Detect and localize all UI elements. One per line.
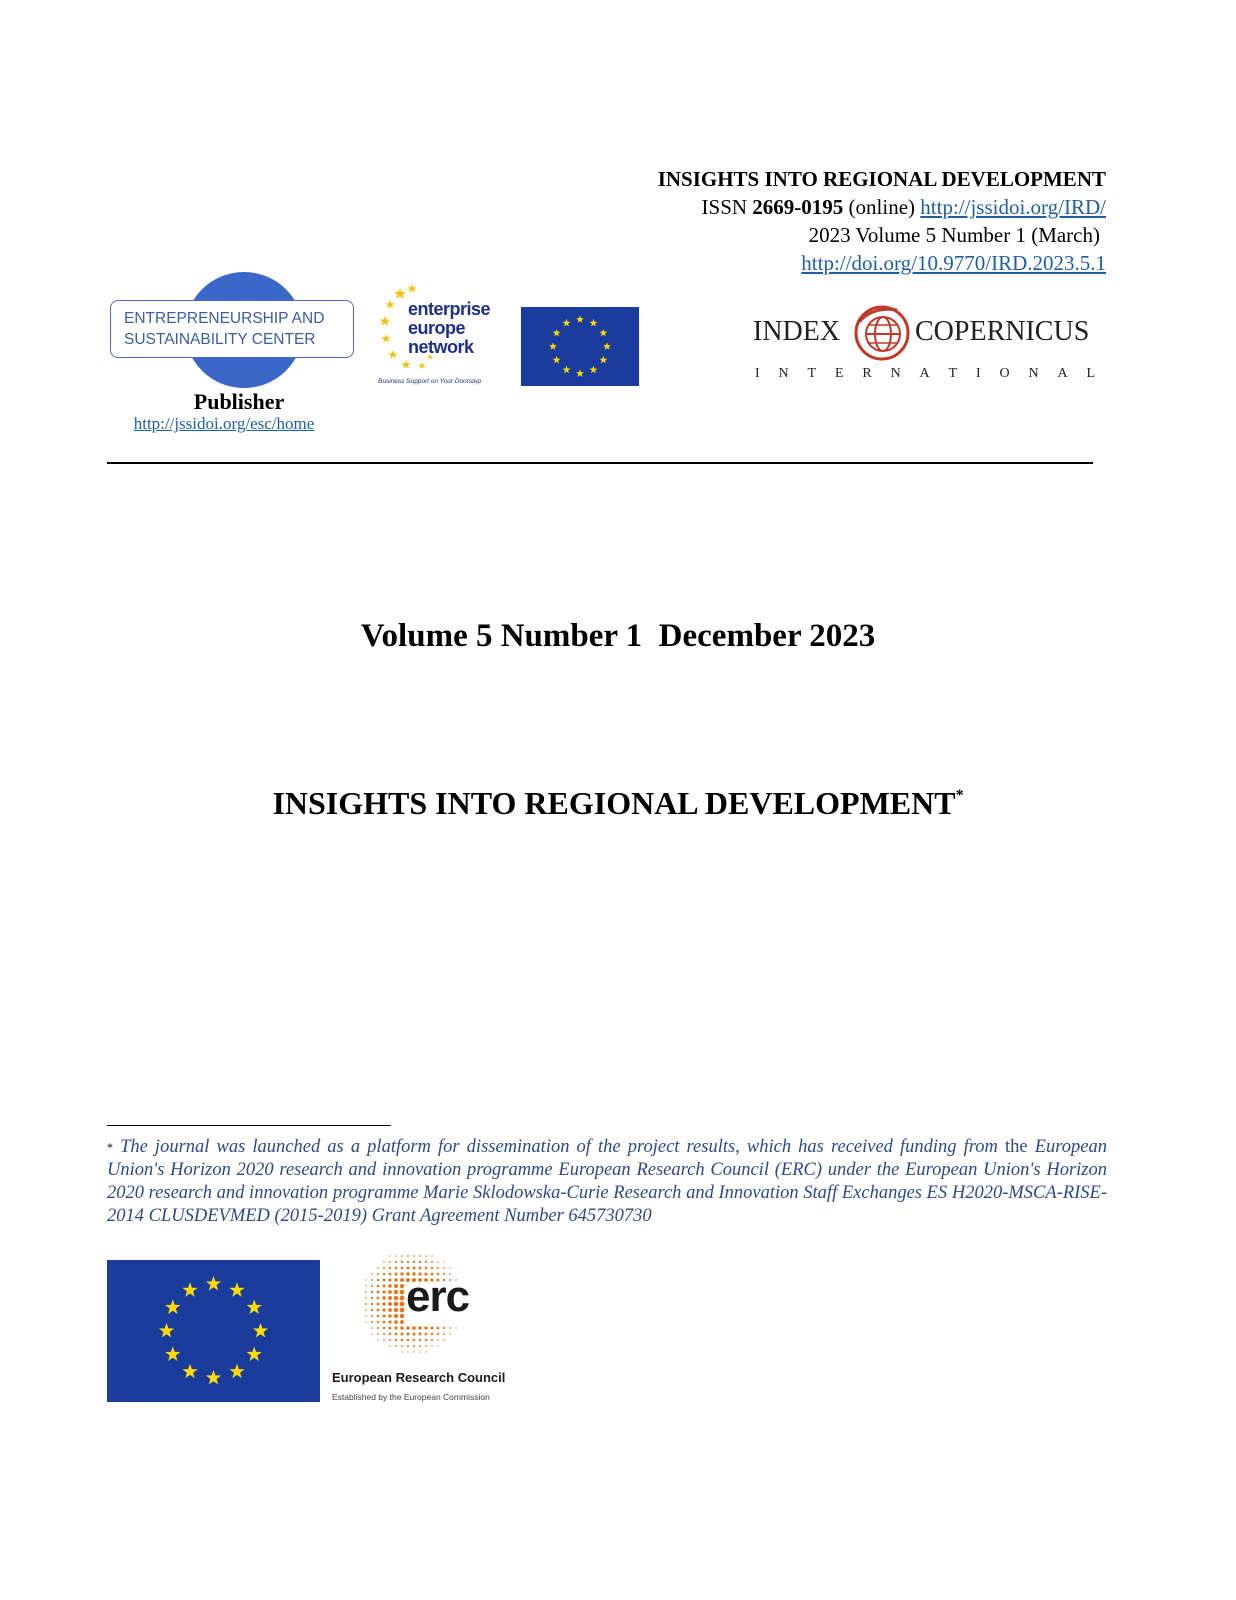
erc-dot bbox=[365, 1285, 367, 1287]
erc-dot bbox=[407, 1345, 409, 1347]
erc-dot bbox=[377, 1297, 380, 1300]
erc-dot bbox=[443, 1267, 445, 1269]
eu-flag-small bbox=[521, 307, 639, 386]
eu-star-icon bbox=[603, 342, 611, 350]
erc-dot bbox=[371, 1291, 373, 1293]
erc-dot bbox=[394, 1284, 398, 1288]
ic-letter: N bbox=[890, 366, 901, 381]
issn-prefix: ISSN bbox=[701, 195, 753, 219]
erc-dot bbox=[388, 1314, 392, 1318]
erc-dot bbox=[382, 1296, 385, 1299]
erc-dot bbox=[431, 1333, 434, 1336]
ic-letter: T bbox=[807, 366, 817, 381]
erc-dot bbox=[382, 1284, 385, 1287]
eu-star-icon bbox=[182, 1282, 197, 1296]
erc-dot bbox=[437, 1339, 439, 1341]
erc-dot bbox=[437, 1327, 440, 1330]
erc-dot bbox=[407, 1261, 409, 1263]
erc-logo bbox=[332, 1246, 532, 1406]
erc-dot bbox=[407, 1351, 408, 1352]
ic-word-copernicus: COPERNICUS bbox=[915, 316, 1090, 347]
erc-dot bbox=[383, 1273, 385, 1275]
eu-star-icon bbox=[553, 356, 561, 364]
erc-dot bbox=[400, 1290, 405, 1295]
erc-dot bbox=[365, 1303, 367, 1305]
footnote-lead-word: the bbox=[1005, 1137, 1028, 1157]
erc-dot bbox=[449, 1333, 450, 1334]
erc-dot bbox=[401, 1333, 404, 1336]
erc-dot bbox=[394, 1320, 398, 1324]
erc-dot bbox=[389, 1273, 392, 1276]
erc-dot bbox=[443, 1327, 445, 1329]
erc-dot bbox=[383, 1339, 385, 1341]
erc-dot bbox=[371, 1309, 373, 1311]
footnote-mark: * bbox=[107, 1140, 113, 1154]
eu-star-icon bbox=[253, 1323, 268, 1337]
ic-letter: I bbox=[975, 366, 981, 381]
erc-dot bbox=[400, 1272, 403, 1275]
erc-dot bbox=[377, 1279, 379, 1281]
erc-dot bbox=[388, 1302, 392, 1306]
erc-dot bbox=[371, 1333, 372, 1334]
een-line2: europe bbox=[408, 318, 466, 338]
erc-dot bbox=[401, 1261, 403, 1263]
erc-dot bbox=[400, 1278, 404, 1282]
esc-logo-line2: SUSTAINABILITY CENTER bbox=[124, 331, 316, 348]
erc-dot bbox=[395, 1255, 397, 1257]
erc-dot bbox=[394, 1272, 397, 1275]
eu-star-icon bbox=[576, 315, 584, 323]
erc-dot bbox=[389, 1327, 392, 1330]
erc-dot bbox=[377, 1273, 379, 1275]
erc-dot bbox=[389, 1333, 391, 1335]
erc-dot bbox=[443, 1339, 444, 1340]
erc-subtitle: Established by the European Commission bbox=[332, 1392, 490, 1402]
ic-letter: N bbox=[1028, 366, 1039, 381]
erc-dot bbox=[383, 1279, 386, 1282]
eu-stars-icon bbox=[107, 1260, 320, 1402]
erc-dot bbox=[371, 1327, 373, 1329]
erc-dot bbox=[412, 1332, 415, 1335]
erc-dot bbox=[437, 1345, 438, 1346]
erc-dot bbox=[377, 1291, 380, 1294]
ic-subtitle bbox=[755, 366, 1095, 382]
erc-dot bbox=[419, 1351, 420, 1352]
erc-dot bbox=[437, 1267, 439, 1269]
esc-logo-box bbox=[110, 300, 354, 358]
ic-letter: L bbox=[1086, 366, 1095, 381]
main-title-text: INSIGHTS INTO REGIONAL DEVELOPMENT bbox=[272, 785, 956, 821]
ic-letter: T bbox=[948, 366, 958, 381]
eu-star-icon bbox=[229, 1364, 244, 1378]
erc-dot bbox=[365, 1291, 367, 1293]
erc-dot bbox=[412, 1326, 416, 1330]
erc-dot bbox=[407, 1255, 409, 1257]
eu-star-icon bbox=[590, 319, 598, 327]
erc-dot bbox=[401, 1267, 404, 1270]
erc-dot bbox=[383, 1261, 385, 1263]
ic-letter: N bbox=[778, 366, 789, 381]
eu-star-icon bbox=[563, 366, 571, 374]
erc-dot bbox=[413, 1261, 415, 1263]
een-line3: network bbox=[408, 337, 474, 357]
publisher-url-link[interactable] bbox=[110, 414, 338, 434]
erc-dot bbox=[395, 1261, 397, 1263]
footnote-text-1: The journal was launched as a platform for dissemination of the project results, which has received funding from bbox=[113, 1137, 1006, 1157]
erc-dot bbox=[425, 1261, 427, 1263]
erc-dot bbox=[383, 1267, 385, 1269]
erc-dot bbox=[425, 1351, 426, 1352]
erc-dot bbox=[413, 1267, 416, 1270]
erc-dot bbox=[382, 1308, 385, 1311]
een-line1: enterprise bbox=[408, 299, 491, 319]
erc-dot bbox=[431, 1345, 433, 1347]
erc-dot bbox=[419, 1267, 422, 1270]
erc-dot bbox=[388, 1296, 392, 1300]
erc-dot bbox=[407, 1267, 410, 1270]
footnote-divider bbox=[107, 1125, 391, 1126]
ic-letter: A bbox=[1057, 366, 1068, 381]
journal-header-title: INSIGHTS INTO REGIONAL DEVELOPMENT bbox=[657, 167, 1106, 191]
erc-dot bbox=[395, 1339, 397, 1341]
erc-dot bbox=[377, 1303, 380, 1306]
erc-dot bbox=[401, 1255, 403, 1257]
footnote bbox=[107, 1136, 1107, 1228]
erc-dot bbox=[388, 1278, 391, 1281]
eu-star-icon bbox=[229, 1282, 244, 1296]
erc-dot bbox=[388, 1284, 391, 1287]
erc-dot bbox=[400, 1326, 403, 1329]
erc-dot bbox=[443, 1261, 444, 1262]
erc-dot bbox=[395, 1333, 398, 1336]
ic-word-index: INDEX bbox=[753, 316, 841, 347]
erc-dot bbox=[394, 1308, 398, 1312]
esc-logo-line1: ENTREPRENEURSHIP AND bbox=[124, 310, 325, 327]
eu-star-icon bbox=[590, 366, 598, 374]
erc-dot bbox=[371, 1303, 373, 1305]
journal-url-link[interactable]: http://jssidoi.org/IRD/ bbox=[920, 195, 1106, 219]
erc-dot bbox=[449, 1267, 450, 1268]
ic-letter: R bbox=[862, 366, 872, 381]
erc-dot bbox=[425, 1255, 427, 1257]
erc-dot bbox=[395, 1267, 398, 1270]
erc-dot bbox=[365, 1321, 366, 1322]
erc-dot bbox=[413, 1345, 415, 1347]
erc-dot bbox=[425, 1267, 428, 1270]
eu-stars-icon bbox=[521, 307, 639, 386]
erc-dot bbox=[425, 1345, 427, 1347]
erc-dot bbox=[407, 1339, 409, 1341]
issn-suffix: (online) bbox=[843, 195, 921, 219]
erc-dot bbox=[383, 1327, 385, 1329]
header-divider bbox=[107, 462, 1093, 464]
een-tagline: Business Support on Your Doorstep bbox=[378, 378, 482, 385]
erc-dot bbox=[388, 1290, 392, 1294]
erc-dot bbox=[377, 1339, 378, 1340]
erc-dot bbox=[394, 1302, 399, 1307]
erc-dot bbox=[377, 1309, 380, 1312]
erc-dot bbox=[365, 1279, 366, 1280]
erc-dot bbox=[383, 1321, 386, 1324]
eu-star-icon bbox=[182, 1364, 197, 1378]
eu-star-icon bbox=[599, 329, 607, 337]
erc-dot bbox=[419, 1255, 421, 1257]
header-volume-line: 2023 Volume 5 Number 1 (March) bbox=[808, 223, 1100, 247]
main-title bbox=[0, 785, 1236, 822]
erc-dot bbox=[400, 1296, 405, 1301]
publisher-label: Publisher bbox=[193, 389, 285, 414]
globe-icon bbox=[853, 302, 911, 362]
erc-dot bbox=[365, 1309, 367, 1311]
erc-dot bbox=[401, 1345, 403, 1347]
erc-dot bbox=[371, 1321, 373, 1323]
erc-dot bbox=[371, 1297, 373, 1299]
eu-star-icon bbox=[159, 1323, 174, 1337]
erc-dot bbox=[425, 1339, 427, 1341]
erc-dot bbox=[371, 1285, 373, 1287]
erc-acronym: erc bbox=[406, 1272, 470, 1321]
erc-dot bbox=[365, 1297, 367, 1299]
erc-dot bbox=[400, 1308, 405, 1313]
erc-dot bbox=[413, 1255, 415, 1257]
erc-dot bbox=[383, 1333, 385, 1335]
eu-star-icon bbox=[247, 1347, 262, 1361]
erc-dot bbox=[377, 1315, 380, 1318]
esc-logo bbox=[110, 272, 358, 388]
erc-dot bbox=[424, 1326, 427, 1329]
erc-dot bbox=[382, 1290, 385, 1293]
erc-dot bbox=[431, 1267, 433, 1269]
erc-dot bbox=[431, 1261, 433, 1263]
erc-dot bbox=[377, 1327, 379, 1329]
ic-letter: E bbox=[834, 366, 844, 381]
erc-dot bbox=[400, 1320, 404, 1324]
eu-star-icon bbox=[576, 369, 584, 377]
een-logo-text bbox=[408, 300, 490, 357]
erc-dot bbox=[419, 1333, 422, 1336]
erc-dot bbox=[377, 1333, 379, 1335]
eu-star-icon bbox=[549, 342, 557, 350]
erc-name: European Research Council bbox=[332, 1370, 506, 1385]
erc-dot bbox=[400, 1314, 404, 1318]
erc-dot bbox=[394, 1326, 397, 1329]
erc-dot bbox=[389, 1261, 391, 1263]
erc-dot bbox=[394, 1278, 397, 1281]
erc-dot bbox=[419, 1339, 421, 1341]
erc-dot bbox=[449, 1327, 451, 1329]
publisher-url-text[interactable]: http://jssidoi.org/esc/home bbox=[133, 414, 315, 433]
index-copernicus-logo bbox=[753, 300, 1098, 390]
erc-dot bbox=[389, 1345, 390, 1346]
eu-star-icon bbox=[553, 329, 561, 337]
eu-star-icon bbox=[247, 1300, 262, 1314]
erc-dot bbox=[389, 1339, 391, 1341]
erc-dot bbox=[431, 1255, 432, 1256]
issn-line bbox=[702, 194, 1106, 221]
erc-dot bbox=[455, 1327, 456, 1328]
erc-dot bbox=[437, 1261, 439, 1263]
eu-flag-large bbox=[107, 1260, 320, 1402]
erc-dot bbox=[371, 1279, 373, 1281]
eu-star-icon bbox=[599, 356, 607, 364]
erc-dot bbox=[443, 1333, 445, 1335]
erc-dot bbox=[389, 1267, 391, 1269]
ic-letter: I bbox=[755, 366, 760, 381]
erc-dot bbox=[365, 1315, 367, 1317]
erc-dot bbox=[377, 1321, 379, 1323]
erc-dot bbox=[388, 1308, 392, 1312]
eu-star-icon bbox=[563, 319, 571, 327]
main-title-footnote-mark: * bbox=[955, 787, 964, 804]
erc-dot bbox=[406, 1326, 410, 1330]
footnote-text-2: European Union's Horizon 2020 research and innovation programme European Research Council (ERC) under the European Union's Horizon 2020 research and innovation programme Marie Sklodowska-Curie Research and Innovation Staff Exchanges ES H2020-MSCA-RISE-2014 CLUSDEVMED (2015-2019) Grant Agreement Number 645730730 bbox=[107, 1137, 1107, 1226]
doi-link[interactable] bbox=[801, 250, 1106, 277]
een-logo bbox=[378, 282, 498, 392]
erc-dot bbox=[401, 1351, 402, 1352]
erc-dot bbox=[394, 1290, 398, 1294]
erc-dot bbox=[382, 1314, 385, 1317]
erc-dot bbox=[389, 1255, 390, 1256]
eu-star-icon bbox=[165, 1300, 180, 1314]
erc-dot bbox=[425, 1333, 428, 1336]
eu-star-icon bbox=[165, 1347, 180, 1361]
ic-letter: A bbox=[919, 366, 930, 381]
issn-number: 2669-0195 bbox=[752, 195, 844, 219]
erc-dot bbox=[395, 1345, 397, 1347]
erc-dot bbox=[394, 1296, 398, 1300]
erc-dot bbox=[394, 1314, 398, 1318]
erc-dot bbox=[406, 1332, 409, 1335]
erc-dot bbox=[419, 1345, 421, 1347]
erc-dot bbox=[399, 1301, 404, 1306]
issue-line: Volume 5 Number 1 December 2023 bbox=[360, 618, 876, 654]
erc-dot bbox=[401, 1339, 403, 1341]
erc-dot bbox=[419, 1261, 421, 1263]
erc-dot bbox=[382, 1302, 385, 1305]
erc-dot bbox=[377, 1285, 380, 1288]
erc-dot bbox=[437, 1333, 439, 1335]
ic-letter: O bbox=[999, 366, 1010, 381]
eu-star-icon bbox=[206, 1370, 221, 1384]
erc-dot bbox=[371, 1315, 373, 1317]
erc-dot bbox=[377, 1267, 379, 1269]
erc-dot bbox=[413, 1351, 414, 1352]
eu-star-icon bbox=[206, 1276, 221, 1290]
erc-dot bbox=[413, 1339, 415, 1341]
erc-dot bbox=[431, 1327, 434, 1330]
erc-dot bbox=[371, 1273, 373, 1275]
doi-link-text[interactable]: http://doi.org/10.9770/IRD.2023.5.1 bbox=[801, 251, 1106, 275]
erc-dot bbox=[418, 1326, 421, 1329]
erc-dot bbox=[388, 1320, 391, 1323]
erc-dot bbox=[431, 1339, 433, 1341]
erc-dot bbox=[400, 1284, 404, 1288]
